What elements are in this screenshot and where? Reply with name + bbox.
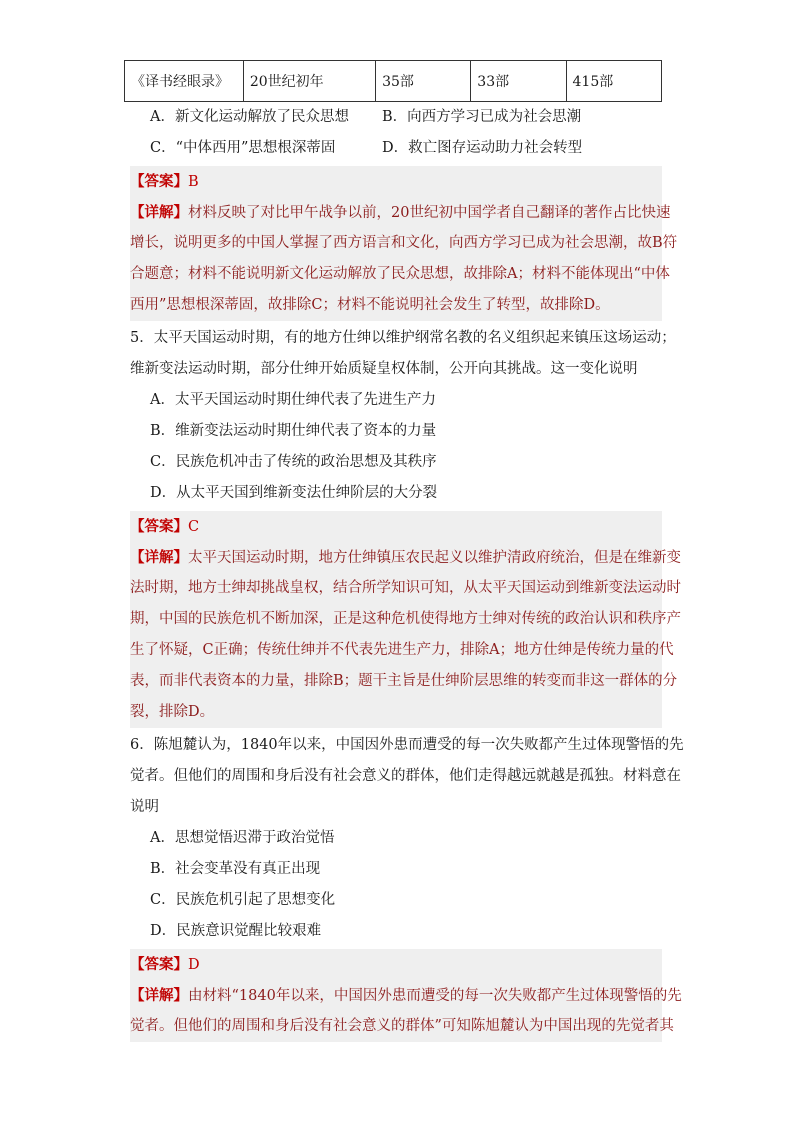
q4-option-d: D．救亡图存运动助力社会转型: [382, 140, 583, 156]
table-cell: 20世纪初年: [243, 61, 375, 102]
detail-line: 太平天国运动时期，地方仕绅镇压农民起义以维护清政府统治，但是在维新变: [188, 550, 681, 566]
q5-option-b: B．维新变法运动时期仕绅代表了资本的力量: [150, 423, 437, 439]
q4-option-c: C．“中体西用”思想根深蒂固: [150, 140, 336, 156]
detail-line: 生了怀疑，C正确；传统仕绅并不代表先进生产力，排除A；地方仕绅是传统力量的代: [130, 642, 674, 658]
q6-option-a: A．思想觉悟迟滞于政治觉悟: [150, 830, 335, 846]
q4-option-b: B．向西方学习已成为社会思潮: [382, 109, 582, 125]
q4-options-row-1: [130, 102, 662, 133]
detail-label: 【详解】: [130, 987, 188, 1004]
q6-option-d: D．民族意识觉醒比较艰难: [150, 923, 322, 939]
detail-line: 裂，排除D。: [130, 704, 215, 720]
detail-line: 觉者。但他们的周围和身后没有社会意义的群体”可知陈旭麓认为中国出现的先觉者其: [130, 1018, 674, 1034]
translation-stats-table: [124, 60, 662, 102]
q5-option-a: A．太平天国运动时期仕绅代表了先进生产力: [150, 392, 436, 408]
detail-line: 法时期，地方士绅却挑战皇权，结合所学知识可知，从太平天国运动到维新变法运动时: [130, 580, 681, 596]
detail-line: 表，而非代表资本的力量，排除B；题干主旨是仕绅阶层思维的转变而非这一群体的分: [130, 673, 678, 689]
q5-option-d: D．从太平天国到维新变法仕绅阶层的大分裂: [150, 485, 438, 501]
q6-option-b: B．社会变革没有真正出现: [150, 861, 321, 877]
q6-answer-box: [130, 949, 682, 1042]
q5-stem-line: 5．太平天国运动时期，有的地方仕绅以维护纲常名教的名义组织起来镇压这场运动；: [130, 330, 676, 346]
table-cell: 33部: [471, 61, 566, 102]
q6-option-c: C．民族危机引起了思想变化: [150, 892, 336, 908]
q5-answer-box: [130, 511, 681, 728]
q4-options-row-2: [130, 133, 662, 164]
document-page: [130, 60, 684, 1044]
q6-stem-line: 觉者。但他们的周围和身后没有社会意义的群体，他们走得越远就越是孤独。材料意在: [130, 768, 681, 784]
answer-label: 【答案】: [130, 173, 188, 190]
detail-line: 西用”思想根深蒂固，故排除C；材料不能说明社会发生了转型，故排除D。: [130, 297, 610, 313]
detail-line: 由材料“1840年以来，中国因外患而遭受的每一次失败都产生过体现警悟的先: [188, 988, 682, 1004]
q4-option-a: A．新文化运动解放了民众思想: [150, 109, 349, 125]
q4-answer-box: [130, 166, 678, 321]
detail-label: 【详解】: [130, 204, 188, 221]
q5-option-c: C．民族危机冲击了传统的政治思想及其秩序: [150, 454, 437, 470]
answer-value: D: [188, 957, 200, 973]
answer-value: B: [188, 174, 199, 190]
table-row: [125, 61, 662, 102]
answer-value: C: [188, 519, 200, 535]
detail-line: 增长，说明更多的中国人掌握了西方语言和文化，向西方学习已成为社会思潮，故B符: [130, 235, 678, 251]
detail-label: 【详解】: [130, 549, 188, 566]
table-cell: 《译书经眼录》: [125, 61, 244, 102]
answer-label: 【答案】: [130, 518, 188, 535]
q5-stem-line: 维新变法运动时期，部分仕绅开始质疑皇权体制，公开向其挑战。这一变化说明: [130, 361, 638, 377]
table-cell: 415部: [566, 61, 662, 102]
q6-stem-line: 说明: [130, 799, 159, 815]
detail-line: 合题意；材料不能说明新文化运动解放了民众思想，故排除A；材料不能体现出“中体: [130, 266, 670, 282]
detail-line: 材料反映了对比甲午战争以前，20世纪初中国学者自己翻译的著作占比快速: [188, 205, 671, 221]
q6-stem-line: 6．陈旭麓认为，1840年以来，中国因外患而遭受的每一次失败都产生过体现警悟的先: [130, 737, 684, 753]
answer-label: 【答案】: [130, 956, 188, 973]
detail-line: 期，中国的民族危机不断加深，正是这种危机使得地方士绅对传统的政治认识和秩序产: [130, 611, 681, 627]
table-cell: 35部: [376, 61, 471, 102]
